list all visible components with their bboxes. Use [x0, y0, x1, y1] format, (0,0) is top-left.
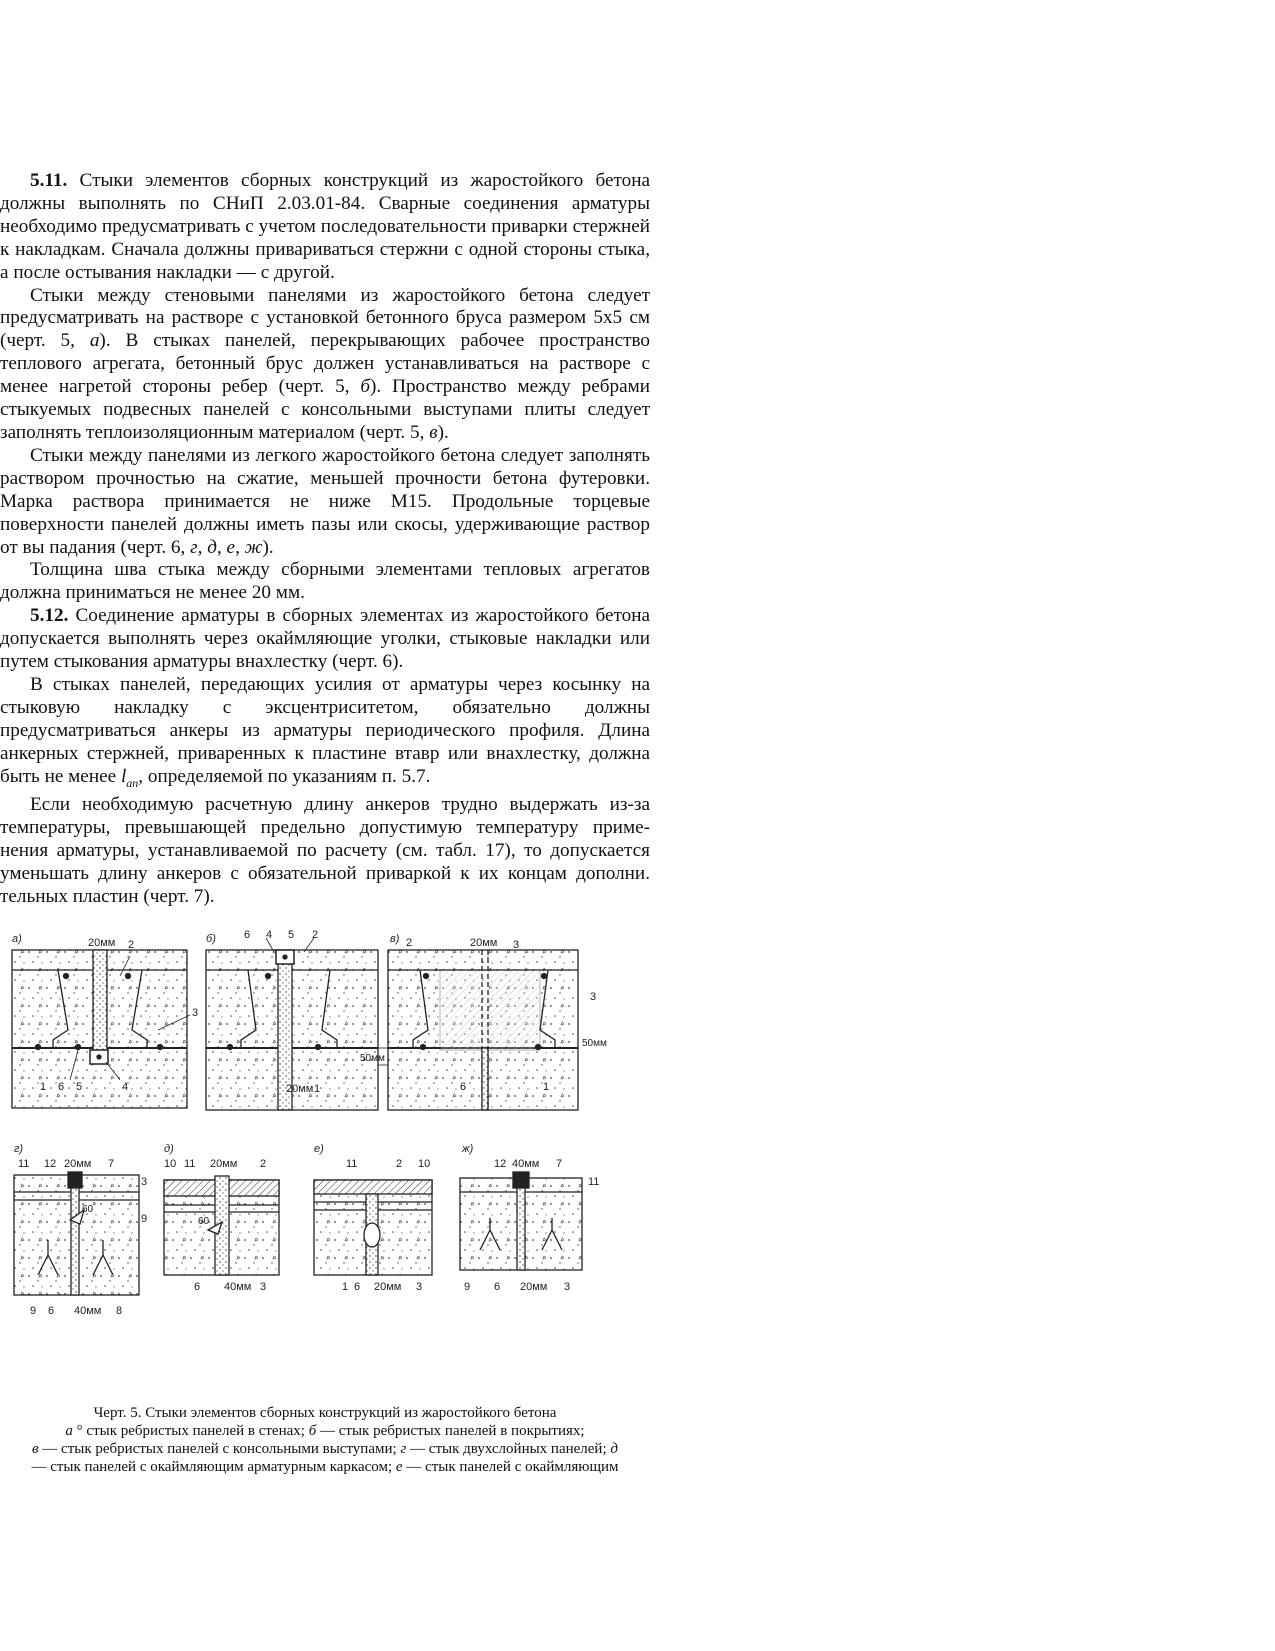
callout: 4	[122, 1081, 129, 1093]
panel-v-letter: в)	[390, 933, 400, 945]
text-run: ).	[262, 536, 274, 558]
body-text	[0, 170, 650, 909]
callout: 6	[354, 1281, 361, 1293]
panel-e-drawing	[314, 1180, 432, 1275]
text-run: , определяемой по указаниям п. 5.7.	[138, 765, 431, 787]
panel-v-drawing	[388, 950, 578, 1110]
callout: 3	[416, 1281, 423, 1293]
callout: 1	[40, 1081, 47, 1093]
panel-g-drawing	[14, 1172, 139, 1295]
callout: 7	[108, 1158, 115, 1170]
figure-caption	[0, 1404, 650, 1476]
italic-letter: в	[32, 1441, 39, 1457]
callout: 6	[494, 1281, 501, 1293]
callout: 12	[44, 1158, 57, 1170]
italic-letter: а	[65, 1423, 73, 1439]
text-run: — стык панелей с окаймляющим арматурным каркасом;	[31, 1459, 396, 1475]
text-run: ,	[197, 536, 208, 558]
callout: 3	[590, 991, 597, 1003]
callout: 2	[406, 937, 413, 949]
callout: 5	[76, 1081, 83, 1093]
text-run: ,	[216, 536, 227, 558]
callout: 3	[141, 1176, 148, 1188]
callout: 11	[588, 1176, 600, 1188]
callout: 3	[513, 939, 520, 951]
callout: 11	[184, 1158, 196, 1170]
dim-label: 20мм	[210, 1158, 238, 1170]
callout: 11	[18, 1158, 30, 1170]
paragraph-text: Стыки элементов сборных конструкций из жаростойкого бетона должны выполнять по СНиП 2.03.01-84. Сварные соединения арматуры необходимо предусматривать с учетом последовательности приварки стержней к накладкам. Сначала должны привариваться стержни с одной стороны стыка, а после остывания накладки — с другой.	[0, 170, 651, 283]
callout: 6	[58, 1081, 65, 1093]
dim-label: 20мм	[374, 1281, 402, 1293]
paragraph-anchors	[0, 674, 650, 794]
dim-label: 20мм	[470, 937, 498, 949]
italic-letter: а	[89, 330, 100, 352]
joint-drawings	[8, 930, 628, 1385]
callout: 3	[260, 1281, 267, 1293]
text-run: Стыки между стеновыми панелями из жаростойкого бетона следует предусматривать на растворе с установкой бетонного бруса размером 5x5 см (черт. 5,	[0, 284, 650, 352]
text-run: ). В стыках панелей, перекрывающих рабочее пространство теплового агрегата, бетонный брус должен устанавливаться на растворе с менее нагретой стороны ребер (черт. 5,	[0, 330, 650, 398]
panel-g-letter: г)	[14, 1143, 24, 1155]
callout: 12	[494, 1158, 507, 1170]
text-run: В стыках панелей, передающих усилия от арматуры через косынку на стыковую накладку с эксцентриситетом, обязательно должны предусматриваться анкеры из арматуры периодического профиля. Длина анкерных стержней, приваренных к пластине втавр или внахлестку, должна быть не менее	[0, 673, 650, 787]
dim-label: 20мм	[64, 1158, 92, 1170]
italic-letter: е	[395, 1459, 403, 1475]
text-run: — стык панелей с окаймляющим	[402, 1459, 619, 1475]
italic-letter: б	[360, 376, 371, 398]
italic-letter: г	[190, 536, 198, 558]
callout: 9	[30, 1305, 37, 1317]
callout: 4	[266, 930, 273, 941]
dim-label: 40мм	[74, 1305, 102, 1317]
text-run: ° стык ребристых панелей в стенах;	[72, 1423, 309, 1439]
paragraph-5-11	[0, 170, 650, 285]
panel-b-letter: б)	[206, 933, 216, 945]
callout: 3	[564, 1281, 571, 1293]
text-run: — стык ребристых панелей с консольными выступами;	[38, 1441, 401, 1457]
text-run: — стык ребристых панелей в покрытиях;	[316, 1423, 585, 1439]
dim-label: 20мм	[520, 1281, 548, 1293]
panel-zh-drawing	[460, 1172, 582, 1270]
dim-label: 40мм	[224, 1281, 252, 1293]
callout: 1	[342, 1281, 349, 1293]
italic-letter: д	[610, 1441, 618, 1457]
callout: 6	[460, 1081, 467, 1093]
panel-d-letter: д)	[164, 1143, 174, 1155]
callout: 1	[543, 1081, 550, 1093]
panel-zh-letter: ж)	[462, 1143, 474, 1155]
paragraph-wall-panels	[0, 285, 650, 445]
callout: 9	[141, 1213, 148, 1225]
clause-number: 5.11.	[30, 170, 68, 191]
callout: 6	[194, 1281, 201, 1293]
italic-letter: б	[308, 1423, 317, 1439]
symbol-subscript: an	[126, 775, 139, 790]
callout: 2	[260, 1158, 267, 1170]
callout: 60	[82, 1204, 94, 1215]
callout: 6	[48, 1305, 55, 1317]
symbol-l: l	[120, 765, 127, 787]
paragraph-5-12	[0, 605, 650, 674]
italic-letter: ж	[244, 536, 263, 558]
callout: 8	[116, 1305, 123, 1317]
panel-a-letter: а)	[12, 933, 22, 945]
paragraph-seam-thickness	[0, 559, 650, 605]
callout: 3	[192, 1007, 199, 1019]
panel-a-drawing	[12, 950, 190, 1108]
callout: 11	[346, 1158, 358, 1170]
paragraph-text: Соединение арматуры в сборных элементах из жаростойкого бетона допускается выполнять через окаймляющие уголки, стыковые накладки или путем стыкования арматуры внахлестку (черт. 6).	[0, 605, 651, 673]
text-run: ).	[437, 421, 449, 443]
callout: 10	[164, 1158, 177, 1170]
dim-label: 20мм	[88, 937, 116, 949]
italic-letter: д	[207, 536, 217, 558]
caption-line	[0, 1422, 650, 1440]
text-run: ,	[235, 536, 245, 558]
caption-line	[0, 1440, 650, 1458]
panel-e-letter: е)	[314, 1143, 324, 1155]
callout: 2	[396, 1158, 403, 1170]
text-run: Стыки между панелями из легкого жаростойкого бетона следует заполнять раствором прочностью на сжатие, меньшей прочности бетона футеровки. Марка раствора принимается не ниже М15. Продольные торцевые поверхности панелей должны иметь пазы или скосы, удерживающие раствор от вы падания (черт. 6,	[0, 444, 650, 558]
clause-number: 5.12.	[30, 605, 69, 627]
text-run: ). Пространство между ребрами стыкуемых подвесных панелей с консольными выступами плиты следует заполнять теплоизоляционным материалом (черт. 5,	[0, 376, 650, 443]
callout: 9	[464, 1281, 471, 1293]
caption-line	[0, 1458, 650, 1476]
callout: 5	[288, 930, 295, 941]
callout: 6	[244, 930, 251, 941]
italic-letter: в	[429, 421, 438, 443]
callout: 60	[198, 1216, 210, 1227]
dim-label: 50мм	[360, 1053, 385, 1064]
callout: 7	[556, 1158, 563, 1170]
callout: 10	[418, 1158, 431, 1170]
italic-letter: е	[226, 536, 236, 558]
callout: 2	[312, 930, 319, 941]
dim-label: 50мм	[582, 1038, 607, 1049]
paragraph-anchor-length	[0, 794, 650, 909]
text-run: — стык двухслойных панелей;	[406, 1441, 611, 1457]
dim-label: 20мм	[286, 1083, 314, 1095]
dim-label: 40мм	[512, 1158, 540, 1170]
caption-title: Черт. 5. Стыки элементов сборных конструкций из жаростойкого бетона	[93, 1405, 557, 1421]
callout: 2	[128, 939, 135, 951]
callout: 1	[314, 1083, 321, 1095]
panel-d-drawing	[164, 1176, 279, 1275]
paragraph-text: Толщина шва стыка между сборными элементами тепловых агрегатов должна приниматься не менее 20 мм.	[0, 559, 650, 604]
paragraph-light-concrete	[0, 445, 650, 560]
italic-letter: г	[400, 1441, 407, 1457]
paragraph-text: Если необходимую расчетную длину анкеров трудно выдержать из-за температуры, превышающей предельно допустимую температуру приме- нения арматуры, устанавливаемой по расчету (см. табл. 17), то допускается уменьшать длину анкеров с обязательной приваркой к их концам дополни. тельных пластин (черт. 7).	[0, 794, 650, 907]
